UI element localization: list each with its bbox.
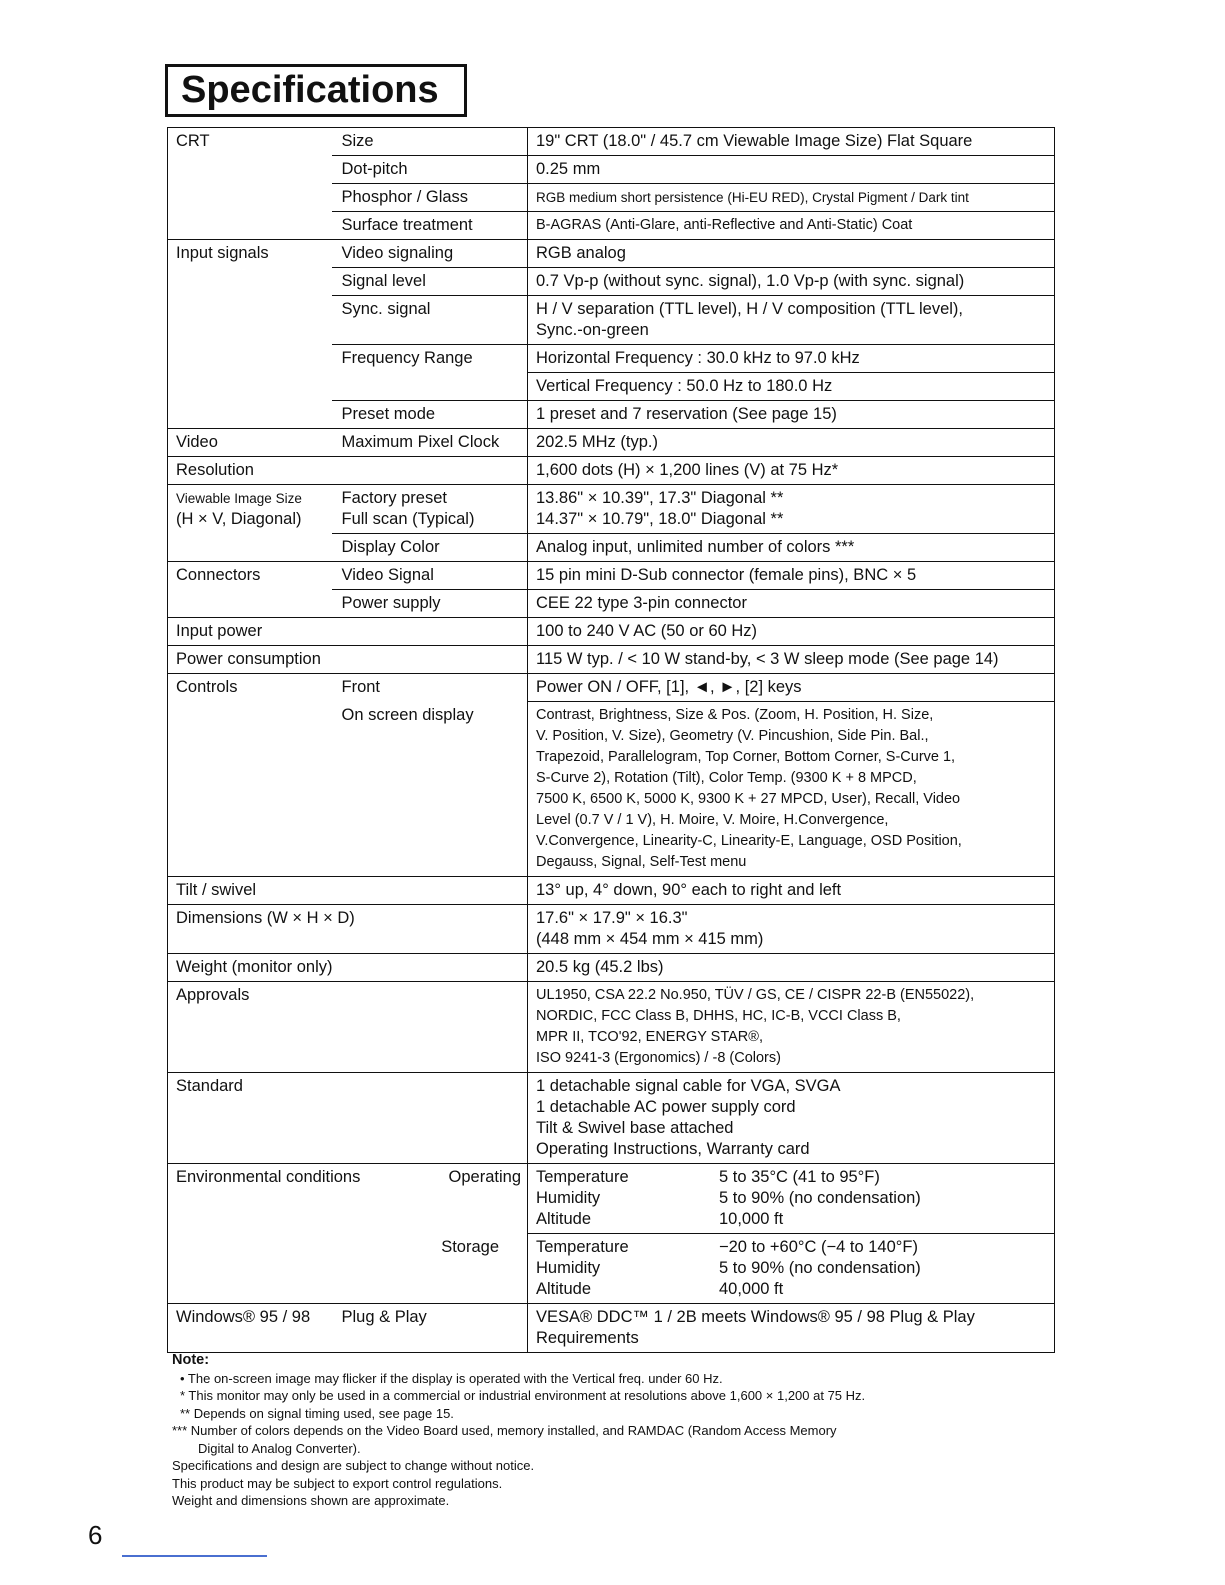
category-label: Video <box>168 429 332 457</box>
item-label: Sync. signal <box>332 296 528 345</box>
value: 100 to 240 V AC (50 or 60 Hz) <box>528 618 1055 646</box>
value <box>528 1073 1055 1164</box>
table-row <box>168 268 1055 296</box>
item-label-line: Full scan (Typical) <box>341 510 475 528</box>
note-item: * This monitor may only be used in a commercial or industrial environment at resolutions above 1,600 × 1,200 at 75 Hz. <box>180 1388 866 1403</box>
table-row <box>168 562 1055 590</box>
table-row <box>168 954 1055 982</box>
env-value: 5 to 90% (no condensation) <box>719 1189 921 1207</box>
category-label: Dimensions (W × H × D) <box>168 905 528 954</box>
item-label: Plug & Play <box>332 1304 528 1353</box>
footer-note: Weight and dimensions shown are approximate. <box>172 1493 450 1508</box>
category-label-line: (H × V, Diagonal) <box>176 510 302 528</box>
value: 0.7 Vp-p (without sync. signal), 1.0 Vp-p (with sync. signal) <box>528 268 1055 296</box>
value: Horizontal Frequency : 30.0 kHz to 97.0 kHz <box>528 345 1055 373</box>
category-label: Environmental conditions <box>168 1164 332 1234</box>
item-label: Front <box>332 674 528 702</box>
table-row <box>168 128 1055 156</box>
specifications-table <box>167 127 1055 1353</box>
table-row <box>168 674 1055 702</box>
item-label: Phosphor / Glass <box>332 184 528 212</box>
env-line <box>536 1188 1048 1209</box>
value: 1 preset and 7 reservation (See page 15) <box>528 401 1055 429</box>
value <box>528 1234 1055 1304</box>
table-row <box>168 345 1055 373</box>
value-line: Tilt & Swivel base attached <box>536 1119 734 1137</box>
value-line: S-Curve 2), Rotation (Tilt), Color Temp. (9300 K + 8 MPCD, <box>536 770 917 786</box>
env-line <box>536 1209 1048 1230</box>
value-line: Level (0.7 V / 1 V), H. Moire, V. Moire, H.Convergence, <box>536 812 889 828</box>
table-row <box>168 156 1055 184</box>
table-row <box>168 618 1055 646</box>
value-line: Contrast, Brightness, Size & Pos. (Zoom, H. Position, H. Size, <box>536 707 934 723</box>
env-key: Temperature <box>536 1168 629 1186</box>
value-line: 17.6" × 17.9" × 16.3" <box>536 909 688 927</box>
value-line: UL1950, CSA 22.2 No.950, TÜV / GS, CE / CISPR 22-B (EN55022), <box>536 987 975 1003</box>
note-item: • The on-screen image may flicker if the display is operated with the Vertical freq. under 60 Hz. <box>180 1370 723 1386</box>
value: Power ON / OFF, [1], ◄, ►, [2] keys <box>528 674 1055 702</box>
value-line: 13.86" × 10.39", 17.3" Diagonal ** <box>536 489 784 507</box>
item-label: Size <box>332 128 528 156</box>
item-label: Preset mode <box>332 401 528 429</box>
env-key: Altitude <box>536 1210 592 1228</box>
value <box>528 982 1055 1073</box>
category-label: Resolution <box>168 457 332 485</box>
value: CEE 22 type 3-pin connector <box>528 590 1055 618</box>
table-row <box>168 1073 1055 1164</box>
value: RGB medium short persistence (Hi-EU RED), Crystal Pigment / Dark tint <box>528 184 1055 212</box>
value: Analog input, unlimited number of colors *** <box>528 534 1055 562</box>
category-label: Connectors <box>168 562 332 590</box>
category-label: Approvals <box>168 982 528 1073</box>
table-row <box>168 982 1055 1073</box>
note-item: ** Depends on signal timing used, see page 15. <box>180 1405 454 1421</box>
table-row <box>168 905 1055 954</box>
value: 0.25 mm <box>528 156 1055 184</box>
item-label: Display Color <box>332 534 528 562</box>
value-line: 1 detachable signal cable for VGA, SVGA <box>536 1077 841 1095</box>
env-key: Humidity <box>536 1259 601 1277</box>
footer-note: This product may be subject to export control regulations. <box>172 1475 503 1491</box>
value-line: V. Position, V. Size), Geometry (V. Pincushion, Side Pin. Bal., <box>536 728 929 744</box>
table-row <box>168 485 1055 534</box>
item-label: Maximum Pixel Clock <box>332 429 528 457</box>
item-label: Power supply <box>332 590 528 618</box>
item-label: Frequency Range <box>332 345 528 373</box>
value: 15 pin mini D-Sub connector (female pins), BNC × 5 <box>528 562 1055 590</box>
category-label: CRT <box>168 128 332 156</box>
table-row <box>168 1304 1055 1353</box>
value: 115 W typ. / < 10 W stand-by, < 3 W sleep mode (See page 14) <box>528 646 1055 674</box>
value <box>528 702 1055 877</box>
env-line <box>536 1237 1048 1258</box>
item-label-line: Factory preset <box>341 489 447 507</box>
value-line: Degauss, Signal, Self-Test menu <box>536 854 747 870</box>
footer-note: Specifications and design are subject to change without notice. <box>172 1458 535 1473</box>
category-label: Weight (monitor only) <box>168 954 528 982</box>
value <box>528 1164 1055 1234</box>
value <box>528 905 1055 954</box>
env-value: 40,000 ft <box>719 1280 784 1298</box>
env-value: 5 to 35°C (41 to 95°F) <box>719 1168 880 1186</box>
value-line: H / V separation (TTL level), H / V composition (TTL level), <box>536 300 963 318</box>
value-line: V.Convergence, Linearity-C, Linearity-E, Language, OSD Position, <box>536 833 962 849</box>
value: B-AGRAS (Anti-Glare, anti-Reflective and Anti-Static) Coat <box>528 212 1055 240</box>
value: Vertical Frequency : 50.0 Hz to 180.0 Hz <box>528 373 1055 401</box>
value-line: 1 detachable AC power supply cord <box>536 1098 796 1116</box>
page-number: 6 <box>88 1520 103 1550</box>
category-label: Input signals <box>168 240 332 268</box>
table-row <box>168 457 1055 485</box>
notes-heading: Note: <box>172 1352 210 1368</box>
category-label: Input power <box>168 618 528 646</box>
item-label: Surface treatment <box>332 212 528 240</box>
value <box>528 1304 1055 1353</box>
table-row <box>168 401 1055 429</box>
table-row <box>168 429 1055 457</box>
table-row <box>168 296 1055 345</box>
value-line: 14.37" × 10.79", 18.0" Diagonal ** <box>536 510 784 528</box>
category-label: Windows® 95 / 98 <box>168 1304 332 1353</box>
value-line: MPR II, TCO'92, ENERGY STAR®, <box>536 1029 763 1045</box>
page-title: Specifications <box>165 64 467 117</box>
table-row <box>168 590 1055 618</box>
env-key: Temperature <box>536 1238 629 1256</box>
value: 13° up, 4° down, 90° each to right and left <box>528 877 1055 905</box>
env-line <box>536 1279 1048 1300</box>
category-label-line: Viewable Image Size <box>176 491 302 506</box>
item-label: Video signaling <box>332 240 528 268</box>
value: 19" CRT (18.0" / 45.7 cm Viewable Image Size) Flat Square <box>528 128 1055 156</box>
table-row <box>168 212 1055 240</box>
value-line: Requirements <box>536 1329 639 1347</box>
table-row <box>168 702 1055 877</box>
table-row <box>168 646 1055 674</box>
env-key: Altitude <box>536 1280 592 1298</box>
item-label: Video Signal <box>332 562 528 590</box>
table-row <box>168 534 1055 562</box>
env-value: 5 to 90% (no condensation) <box>719 1259 921 1277</box>
value-line: Trapezoid, Parallelogram, Top Corner, Bottom Corner, S-Curve 1, <box>536 749 956 765</box>
item-label: On screen display <box>341 705 474 724</box>
table-row <box>168 1234 1055 1304</box>
value: RGB analog <box>528 240 1055 268</box>
value: 202.5 MHz (typ.) <box>528 429 1055 457</box>
notes-section <box>172 1352 1072 1510</box>
category-label: Tilt / swivel <box>168 877 528 905</box>
value-line: Operating Instructions, Warranty card <box>536 1140 810 1158</box>
value <box>528 485 1055 534</box>
item-label: Storage <box>441 1237 499 1256</box>
env-key: Humidity <box>536 1189 601 1207</box>
table-row <box>168 373 1055 401</box>
env-line <box>536 1167 1048 1188</box>
table-row <box>168 240 1055 268</box>
item-label <box>332 485 528 534</box>
value-line: ISO 9241-3 (Ergonomics) / -8 (Colors) <box>536 1050 781 1066</box>
env-value: −20 to +60°C (−4 to 140°F) <box>719 1238 918 1256</box>
value-line: VESA® DDC™ 1 / 2B meets Windows® 95 / 98 Plug & Play <box>536 1308 975 1326</box>
item-label: Signal level <box>332 268 528 296</box>
table-row <box>168 1164 1055 1234</box>
env-line <box>536 1258 1048 1279</box>
category-label: Controls <box>168 674 332 702</box>
category-label: Standard <box>168 1073 528 1164</box>
value-line: NORDIC, FCC Class B, DHHS, HC, IC-B, VCCI Class B, <box>536 1008 901 1024</box>
env-value: 10,000 ft <box>719 1210 784 1228</box>
item-label: Operating <box>332 1164 528 1234</box>
item-label: Dot-pitch <box>332 156 528 184</box>
value-line: 7500 K, 6500 K, 5000 K, 9300 K + 27 MPCD, User), Recall, Video <box>536 791 961 807</box>
table-row <box>168 184 1055 212</box>
footer-rule <box>122 1555 267 1557</box>
value: 20.5 kg (45.2 lbs) <box>528 954 1055 982</box>
value-line: (448 mm × 454 mm × 415 mm) <box>536 930 764 948</box>
category-label <box>168 485 332 534</box>
note-item: *** Number of colors depends on the Video Board used, memory installed, and RAMDAC (Random Access Memory <box>172 1423 837 1438</box>
value <box>528 296 1055 345</box>
value: 1,600 dots (H) × 1,200 lines (V) at 75 Hz* <box>528 457 1055 485</box>
table-row <box>168 877 1055 905</box>
category-label: Power consumption <box>168 646 528 674</box>
value-line: Sync.-on-green <box>536 321 649 339</box>
note-item: Digital to Analog Converter). <box>198 1440 361 1456</box>
